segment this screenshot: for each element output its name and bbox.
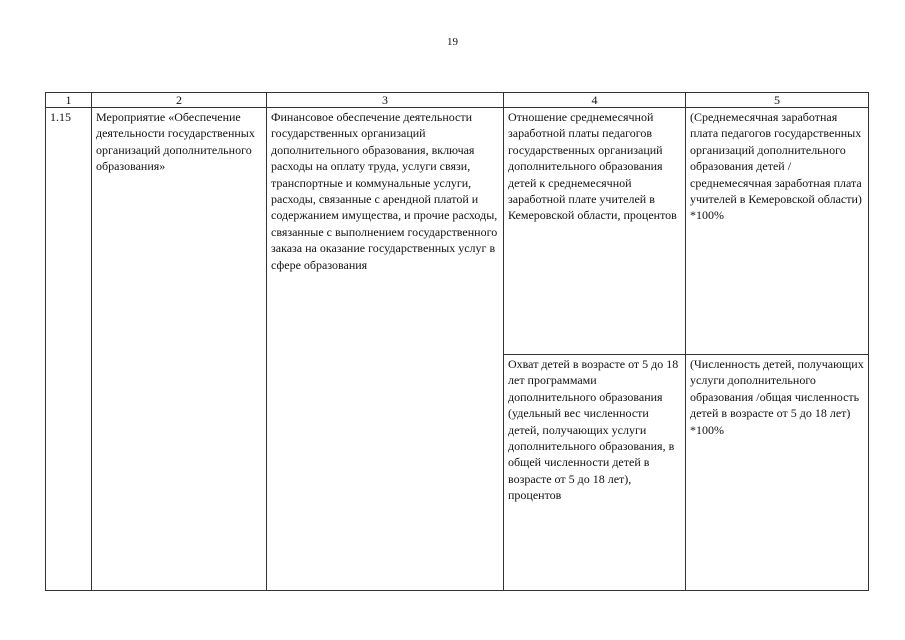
- column-header-4: 4: [504, 93, 686, 108]
- page-number: 19: [447, 36, 458, 48]
- column-header-3: 3: [267, 93, 504, 108]
- table-row: [46, 108, 869, 355]
- indicator-name-cell: Отношение среднемесячной заработной платы педагогов государственных организаций дополнительного образования детей к среднемесячной заработной плате учителей в Кемеровской области, процентов: [504, 108, 686, 355]
- indicator-formula-cell: (Среднемесячная заработная плата педагогов государственных организаций дополнительного образования детей / среднемесячная заработная плата учителей в Кемеровской области) *100%: [686, 108, 869, 355]
- event-name-cell: Мероприятие «Обеспечение деятельности государственных организаций дополнительного образования»: [92, 108, 267, 591]
- column-header-1: 1: [46, 93, 92, 108]
- table-header-row: [46, 93, 869, 108]
- column-header-5: 5: [686, 93, 869, 108]
- indicator-name-cell: Охват детей в возрасте от 5 до 18 лет программами дополнительного образования (удельный вес численности детей, получающих услуги дополнительного образования, в общей численности детей в возрасте от 5 до 18 лет), процентов: [504, 355, 686, 591]
- indicator-formula-cell: (Численность детей, получающих услуги дополнительного образования /общая численность детей в возрасте от 5 до 18 лет) *100%: [686, 355, 869, 591]
- indicators-table: [45, 92, 869, 591]
- column-header-2: 2: [92, 93, 267, 108]
- event-description-cell: Финансовое обеспечение деятельности государственных организаций дополнительного образования, включая расходы на оплату труда, услуги связи, транспортные и коммунальные услуги, расходы, связанные с арендной платой и содержанием имущества, и прочие расходы, связанные с выполнением государственного заказа на оказание государственных услуг в сфере образования: [267, 108, 504, 591]
- row-number-cell: 1.15: [46, 108, 92, 591]
